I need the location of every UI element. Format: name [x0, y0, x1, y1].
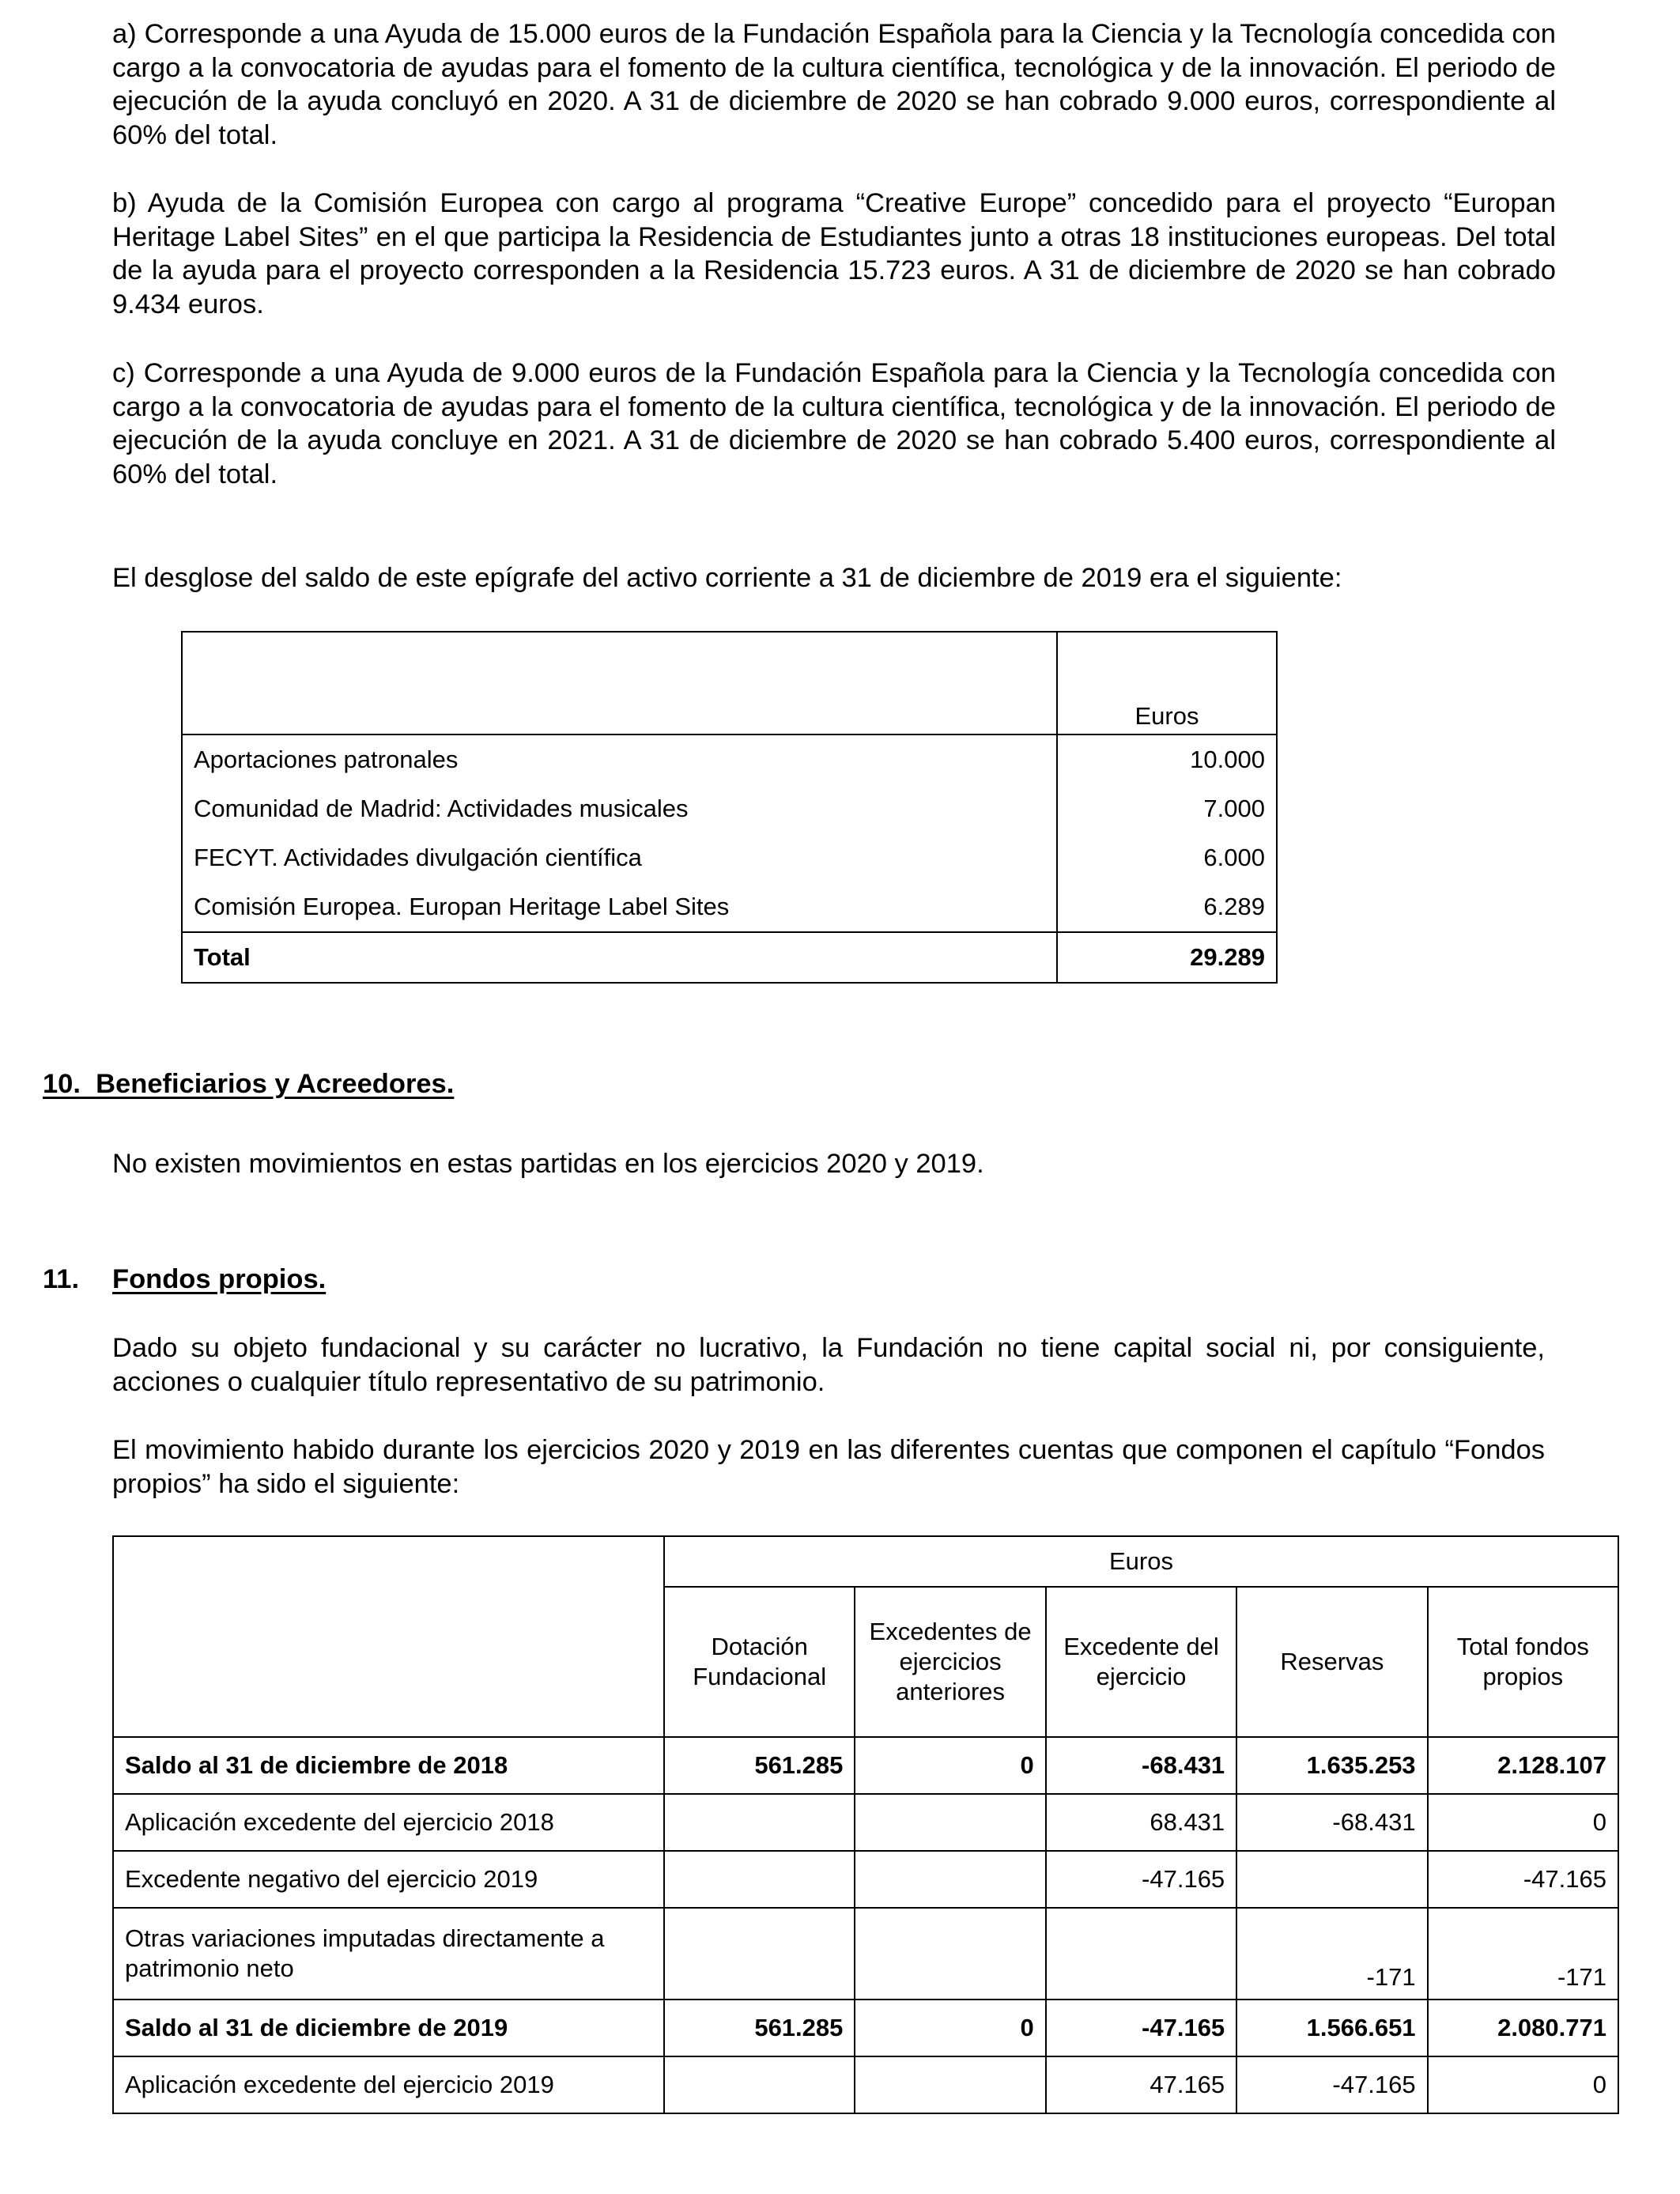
column-header: Dotación Fundacional	[664, 1587, 855, 1737]
cell: -171	[1428, 1908, 1618, 2000]
section-10-number: 10.	[43, 1069, 81, 1099]
cell: -47.165	[1236, 2056, 1427, 2113]
column-header: Reservas	[1236, 1587, 1427, 1737]
cell	[664, 1794, 855, 1851]
cell	[664, 1851, 855, 1908]
total-value: 29.289	[1057, 932, 1277, 983]
cell	[1236, 1851, 1427, 1908]
column-header: Excedentes de ejercicios anteriores	[855, 1587, 1045, 1737]
column-header: Excedente del ejercicio	[1046, 1587, 1236, 1737]
balance-breakdown-table	[181, 631, 1278, 984]
section-11-number: 11.	[43, 1264, 80, 1294]
row-label: Comisión Europea. Europan Heritage Label Sites	[182, 882, 1057, 932]
paragraph-b: b) Ayuda de la Comisión Europea con cargo al programa “Creative Europe” concedido para el proyecto “Europan Heritage Label Sites” en el que participa la Residencia de Estudiantes junto a otras 18 instituciones europeas. Del total de la ayuda para el proyecto corresponden a la Residencia 15.723 euros. A 31 de diciembre de 2020 se han cobrado 9.434 euros.	[112, 188, 1556, 319]
cell	[855, 1794, 1045, 1851]
table-row	[182, 882, 1277, 932]
table1-header-blank	[182, 632, 1057, 734]
cell: 561.285	[664, 1737, 855, 1794]
row-label: Otras variaciones imputadas directamente a patrimonio neto	[113, 1908, 664, 2000]
row-value: 10.000	[1057, 734, 1277, 784]
cell	[1046, 1908, 1236, 2000]
cell: 2.080.771	[1428, 2000, 1618, 2056]
section-10-title: Beneficiarios y Acreedores.	[96, 1069, 455, 1099]
cell: 47.165	[1046, 2056, 1236, 2113]
row-value: 6.000	[1057, 833, 1277, 882]
row-label: Aportaciones patronales	[182, 734, 1057, 784]
cell: -68.431	[1236, 1794, 1427, 1851]
table-row	[113, 1851, 1618, 1908]
cell	[664, 1908, 855, 2000]
cell	[855, 1908, 1045, 2000]
section-10-text: No existen movimientos en estas partidas en los ejercicios 2020 y 2019.	[112, 1149, 984, 1179]
cell: 2.128.107	[1428, 1737, 1618, 1794]
cell: 0	[1428, 1794, 1618, 1851]
cell	[855, 1851, 1045, 1908]
cell: 68.431	[1046, 1794, 1236, 1851]
table-row	[113, 1737, 1618, 1794]
cell: 1.635.253	[1236, 1737, 1427, 1794]
cell	[664, 2056, 855, 2113]
row-value: 6.289	[1057, 882, 1277, 932]
column-header: Total fondos propios	[1428, 1587, 1618, 1737]
table-row	[113, 1908, 1618, 2000]
section-11-text-1: Dado su objeto fundacional y su carácter no lucrativo, la Fundación no tiene capital social ni, por consiguiente, acciones o cualquier título representativo de su patrimonio.	[112, 1333, 1545, 1397]
table-row	[182, 784, 1277, 833]
cell: -47.165	[1046, 2000, 1236, 2056]
table-row	[113, 2000, 1618, 2056]
row-label: Aplicación excedente del ejercicio 2019	[113, 2056, 664, 2113]
cell: 0	[1428, 2056, 1618, 2113]
paragraph-c: c) Corresponde a una Ayuda de 9.000 euros de la Fundación Española para la Ciencia y la Tecnología concedida con cargo a la convocatoria de ayudas para el fomento de la cultura científica, tecnológica y de la innovación. El periodo de ejecución de la ayuda concluye en 2021. A 31 de diciembre de 2020 se han cobrado 5.400 euros, correspondiente al 60% del total.	[112, 358, 1556, 489]
cell: 0	[855, 2000, 1045, 2056]
row-label: Comunidad de Madrid: Actividades musicales	[182, 784, 1057, 833]
cell: 561.285	[664, 2000, 855, 2056]
total-label: Total	[182, 932, 1057, 983]
section-10-heading	[43, 1067, 454, 1101]
cell: -47.165	[1046, 1851, 1236, 1908]
table2-euros-header: Euros	[664, 1536, 1618, 1587]
row-label: Saldo al 31 de diciembre de 2018	[113, 1737, 664, 1794]
section-11-text-2: El movimiento habido durante los ejercicios 2020 y 2019 en las diferentes cuentas que componen el capítulo “Fondos propios” ha sido el siguiente:	[112, 1435, 1545, 1499]
table2-corner	[113, 1536, 664, 1587]
table-row	[113, 2056, 1618, 2113]
row-label: Aplicación excedente del ejercicio 2018	[113, 1794, 664, 1851]
row-label: Saldo al 31 de diciembre de 2019	[113, 2000, 664, 2056]
section-11-title-wrap	[112, 1263, 326, 1296]
table-row	[113, 1794, 1618, 1851]
paragraph-a: a) Corresponde a una Ayuda de 15.000 euros de la Fundación Española para la Ciencia y la Tecnología concedida con cargo a la convocatoria de ayudas para el fomento de la cultura científica, tecnológica y de la innovación. El periodo de ejecución de la ayuda concluyó en 2020. A 31 de diciembre de 2020 se han cobrado 9.000 euros, correspondiente al 60% del total.	[112, 19, 1556, 150]
cell: 1.566.651	[1236, 2000, 1427, 2056]
section-11-title: Fondos propios.	[112, 1264, 327, 1294]
equity-movements-table	[112, 1535, 1619, 2114]
cell	[855, 2056, 1045, 2113]
table-row	[182, 833, 1277, 882]
cell: -171	[1236, 1908, 1427, 2000]
section-11-heading	[43, 1263, 79, 1296]
cell: -47.165	[1428, 1851, 1618, 1908]
table-total-row	[182, 932, 1277, 983]
table-row	[182, 734, 1277, 784]
paragraph-desglose: El desglose del saldo de este epígrafe del activo corriente a 31 de diciembre de 2019 era el siguiente:	[112, 563, 1342, 593]
row-value: 7.000	[1057, 784, 1277, 833]
row-label: Excedente negativo del ejercicio 2019	[113, 1851, 664, 1908]
cell: -68.431	[1046, 1737, 1236, 1794]
table2-corner-lower	[113, 1587, 664, 1737]
table1-header-euros: Euros	[1057, 632, 1277, 734]
row-label: FECYT. Actividades divulgación científica	[182, 833, 1057, 882]
cell: 0	[855, 1737, 1045, 1794]
